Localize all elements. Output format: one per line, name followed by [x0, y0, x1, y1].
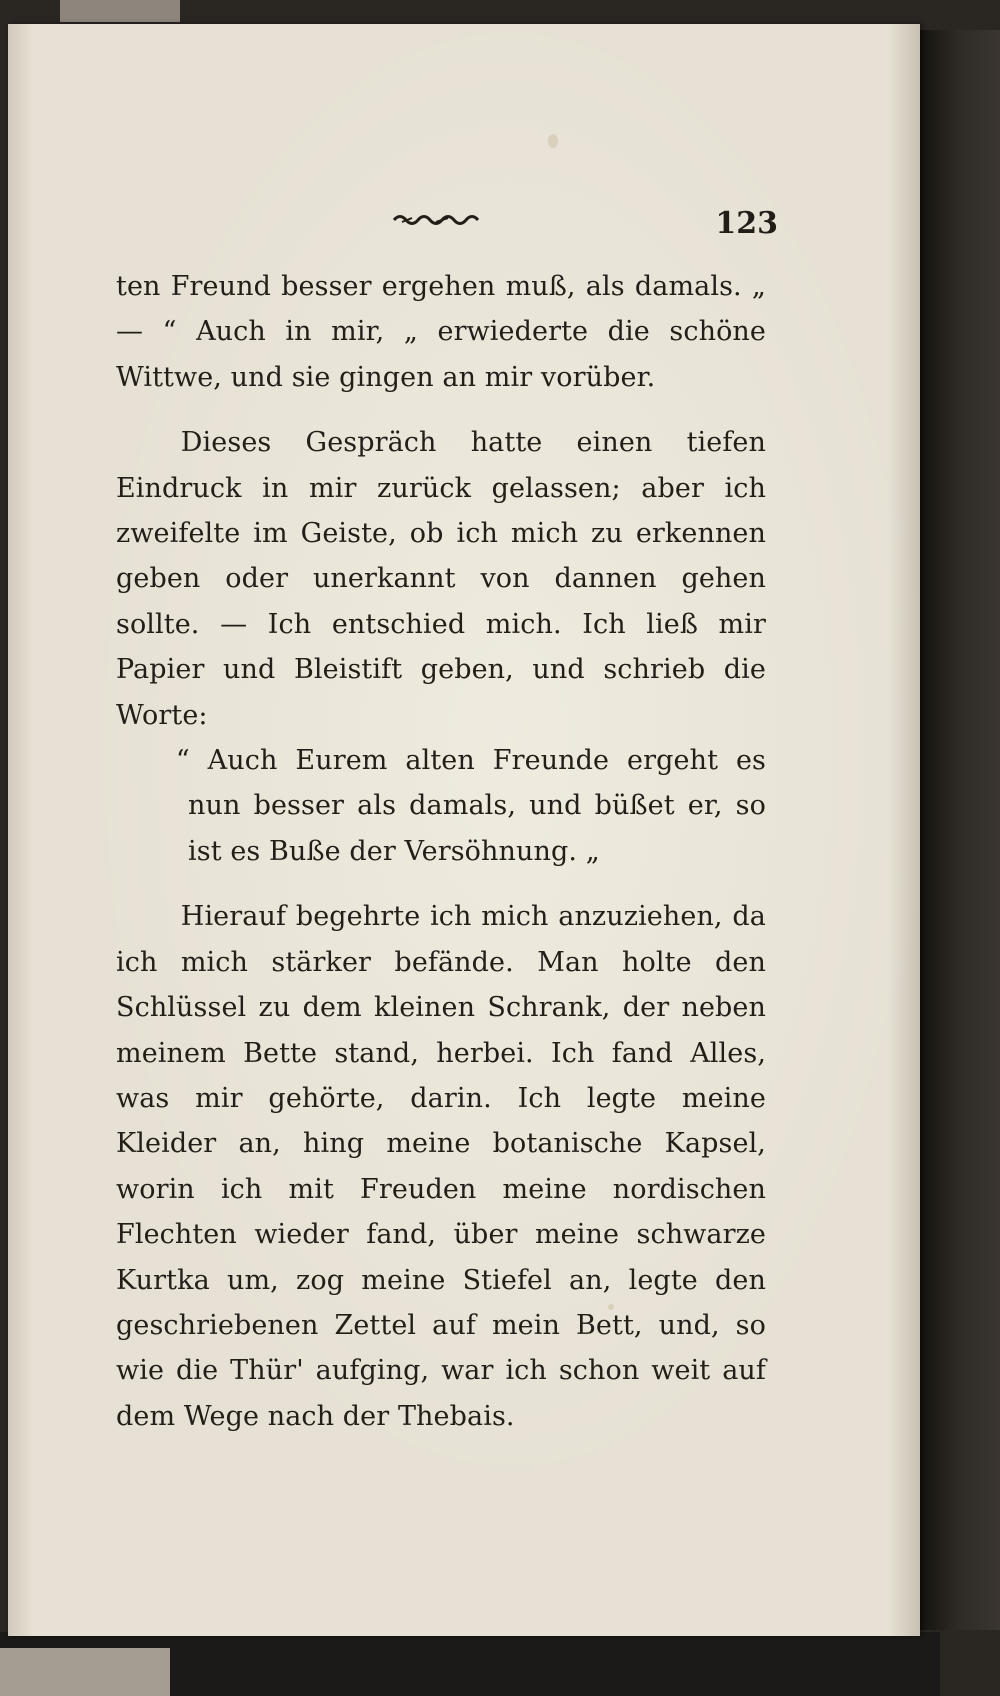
paper-stain [548, 134, 558, 148]
quoted-note: “ Auch Eurem alten Freunde ergeht es nun besser als damals, und büßet er, so ist es Buße der Versöhnung. „ [175, 745, 766, 867]
book-spine [920, 30, 1000, 1630]
paragraph-1: ten Freund besser ergehen muß, als damals. „ — “ Auch in mir, „ erwiederte die schöne Wittwe, und sie gingen an mir vorüber. [116, 271, 766, 393]
book-edge-top [60, 0, 180, 22]
wavy-rule-icon [392, 210, 484, 230]
body-text [116, 264, 766, 1439]
book-edge-bottom-light [0, 1648, 170, 1696]
page-number: 123 [715, 206, 778, 241]
paragraph-3: Hierauf begehrte ich mich anzuziehen, da ich mich stärker befände. Man holte den Schlüssel zu dem kleinen Schrank, der neben meinem Bette stand, herbei. Ich fand Alles, was mir gehörte, darin. Ich legte meine Kleider an, hing meine botanische Kapsel, worin ich mit Freuden meine nordischen Flechten wieder fand, über meine schwarze Kurtka um, zog meine Stiefel an, legte den geschriebenen Zettel auf mein Bett, und, so wie die Thür' aufging, war ich schon weit auf dem Wege nach der Thebais. [116, 901, 766, 1432]
page-header [112, 206, 778, 246]
paragraph-2: Dieses Gespräch hatte einen tiefen Eindruck in mir zurück gelassen; aber ich zweifelte im Geiste, ob ich mich zu erkennen geben oder unerkannt von dannen gehen sollte. — Ich entschied mich. Ich ließ mir Papier und Bleistift geben, und schrieb die Worte: [116, 427, 766, 731]
